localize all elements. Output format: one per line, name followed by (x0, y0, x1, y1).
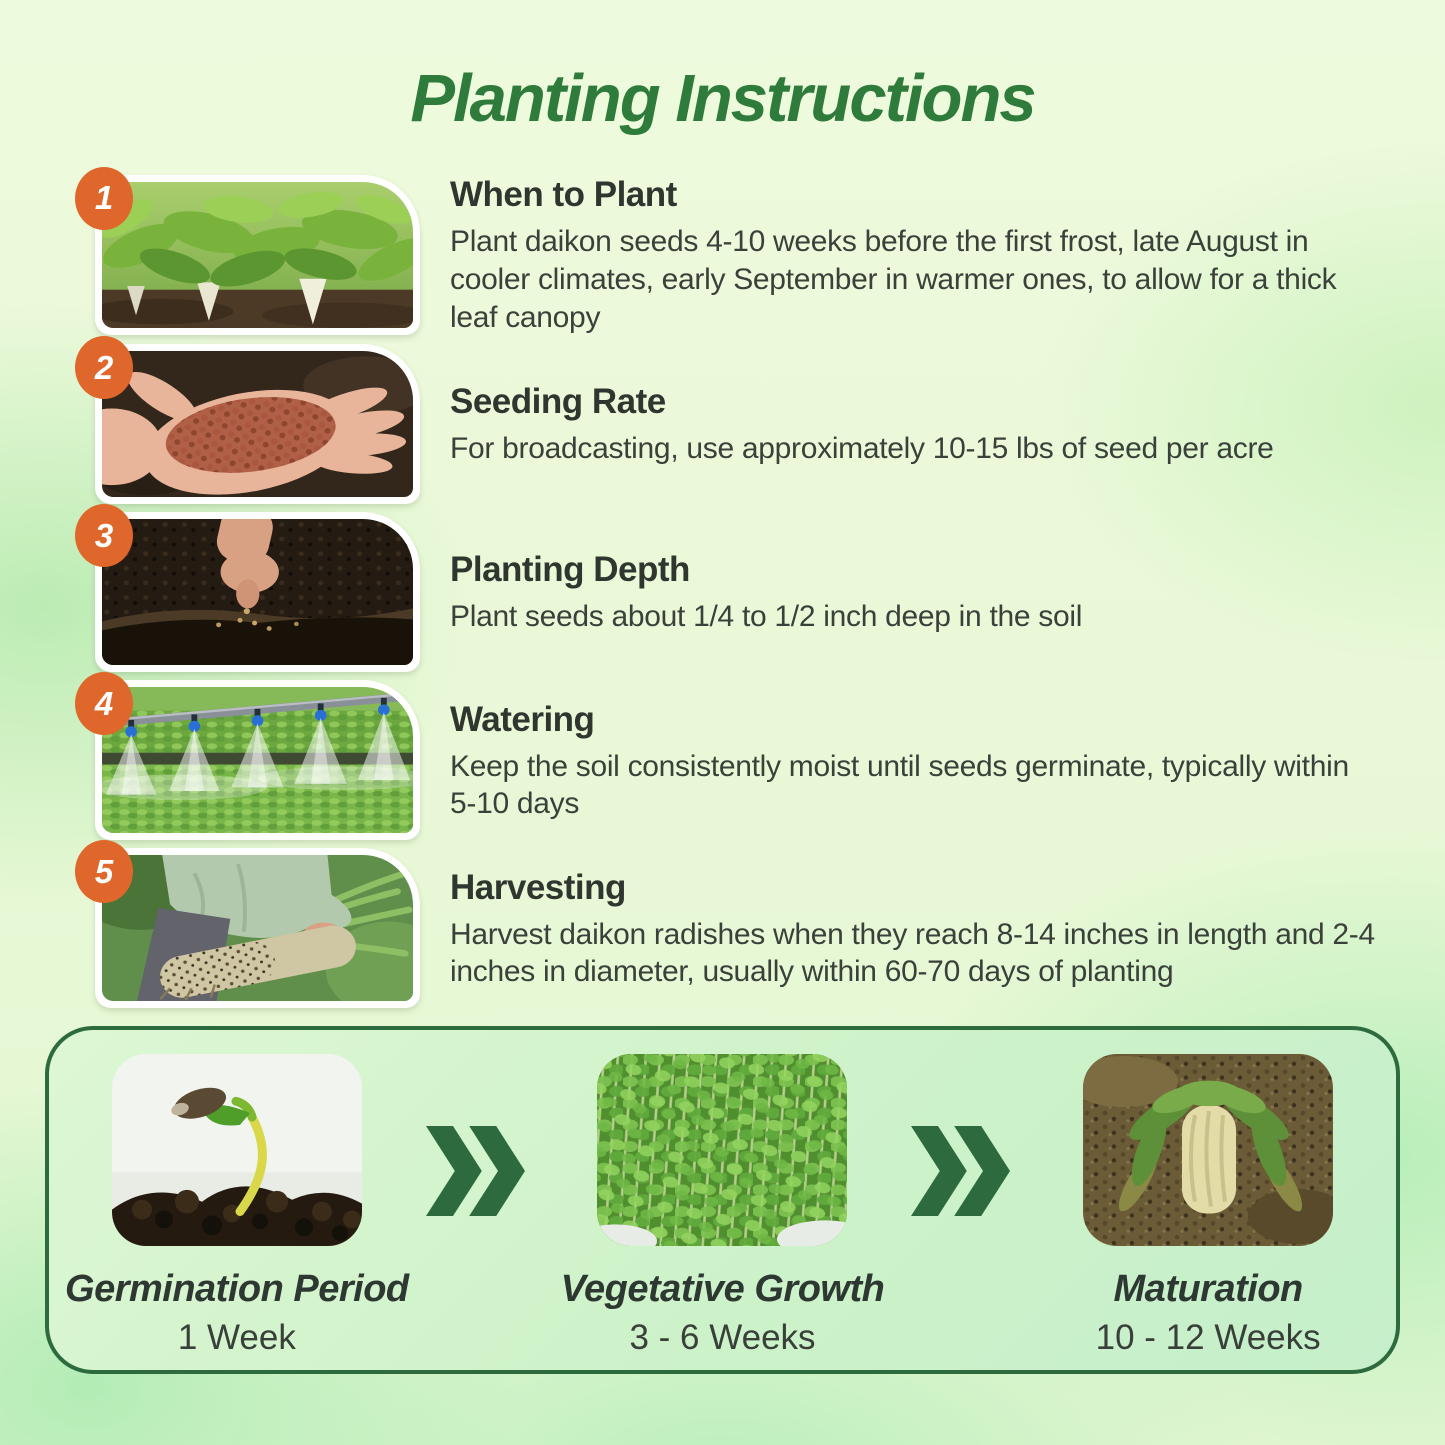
steps-list (95, 173, 1375, 1008)
double-chevron-icon (425, 1030, 535, 1216)
stage-duration: 10 - 12 Weeks (1095, 1318, 1321, 1358)
step-heading: Harvesting (450, 867, 626, 907)
step-body: Harvest daikon radishes when they reach 8-14 inches in length and 2-4 inches in diameter, usually within 60-70 days of planting (450, 917, 1375, 989)
step-heading: Planting Depth (450, 550, 690, 590)
stage-label: Germination Period (65, 1268, 409, 1311)
step-photo-frame (95, 680, 420, 840)
step-photo-frame (95, 512, 420, 672)
step-body: Keep the soil consistently moist until seeds germinate, typically within 5-10 days (450, 749, 1349, 821)
step-body: Plant daikon seeds 4-10 weeks before the first frost, late August in cooler climates, early September in warmer ones, to allow for a thick leaf canopy (450, 225, 1337, 334)
irrigation-spray-photo (102, 687, 413, 833)
sowing-seeds-photo (102, 519, 413, 665)
stage-duration: 3 - 6 Weeks (629, 1318, 816, 1358)
step-row (95, 344, 1375, 504)
seedling-sprout-photo (112, 1054, 362, 1246)
step-heading: When to Plant (450, 175, 677, 214)
step-number-badge: 5 (75, 840, 133, 903)
timeline-stage (1038, 1030, 1378, 1358)
step-heading: Watering (450, 699, 595, 739)
growth-timeline-panel (45, 1026, 1400, 1374)
step-number-badge: 3 (75, 504, 133, 567)
step-number-badge: 2 (75, 336, 133, 399)
step-number-badge: 1 (75, 167, 133, 230)
seeds-in-hand-photo (102, 351, 413, 497)
step-text-block (450, 380, 1375, 468)
daikon-field-photo (102, 182, 413, 328)
timeline-stage (552, 1030, 892, 1358)
step-text-block (450, 548, 1375, 636)
step-text-block (450, 173, 1375, 336)
step-photo-frame (95, 848, 420, 1008)
step-row (95, 848, 1375, 1008)
step-row (95, 680, 1375, 840)
step-row (95, 512, 1375, 672)
stage-label: Maturation (1113, 1268, 1303, 1311)
stage-label: Vegetative Growth (560, 1268, 885, 1311)
step-photo-frame (95, 175, 420, 335)
step-text-block (450, 866, 1375, 992)
step-body: For broadcasting, use approximately 10-15 lbs of seed per acre (450, 432, 1274, 466)
stage-duration: 1 Week (177, 1318, 296, 1358)
step-body: Plant seeds about 1/4 to 1/2 inch deep in the soil (450, 600, 1083, 634)
microgreens-tray-photo (597, 1054, 847, 1246)
page-title: Planting Instructions (410, 61, 1035, 136)
harvest-daikon-photo (102, 855, 413, 1001)
step-photo-frame (95, 344, 420, 504)
mature-daikon-photo (1083, 1054, 1333, 1246)
double-chevron-icon (910, 1030, 1020, 1216)
step-heading: Seeding Rate (450, 382, 666, 422)
step-text-block (450, 698, 1375, 824)
step-row (95, 173, 1375, 336)
step-number-badge: 4 (75, 672, 133, 735)
timeline-stage (67, 1030, 407, 1358)
